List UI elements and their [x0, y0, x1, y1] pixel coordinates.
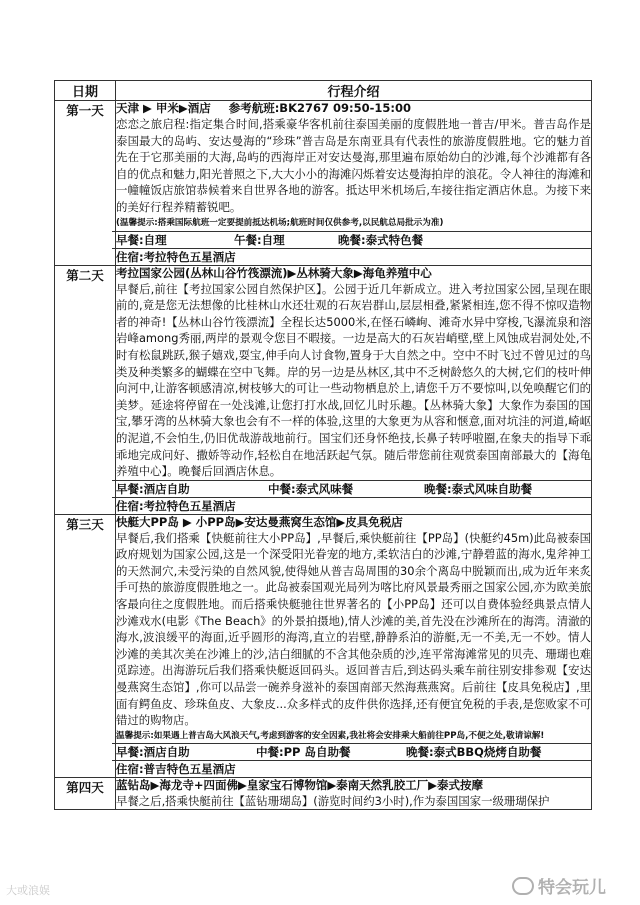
- day-description: 恋恋之旅启程:指定集合时间,搭乘豪华客机前往泰国美丽的度假胜地一普吉/甲米。普吉岛作是泰国最大的岛屿、安达曼海的“珍珠”普吉岛是东南亚具有代表性的旅游度假胜地。它的魅力首先在于它那美丽的大海,岛屿的西海岸正对安达曼海,那里遍布原始幼白的沙滩,每个沙滩都有各自的优点和魅力,阳光普照之下,大大小小的海滩闪烁着安达曼海拍岸的浪花。令人神往的海滩和一幢幢饭店旅馆恭候着来自世界各地的游客。抵达甲米机场后,车接往指定酒店休息。为接下来的美好行程养精蓄锐吧。: [116, 117, 591, 214]
- day-label: 第三天: [55, 514, 116, 777]
- meals-line: [112, 480, 592, 497]
- lunch: 中餐:PP 岛自助餐: [256, 744, 351, 759]
- day-row: [55, 777, 592, 810]
- accommodation: 住宿:普吉特色五星酒店: [112, 760, 592, 777]
- day-row: [55, 265, 592, 514]
- day-label: 第二天: [55, 265, 116, 514]
- breakfast: 早餐:酒店自助: [116, 481, 190, 496]
- day-content: [116, 265, 592, 514]
- day-description: 早餐后,我们搭乘【快艇前往大小PP岛】,早餐后,乘快艇前往【PP岛】(快艇约45m)此岛被泰国政府规划为国家公园,这是一个深受阳光眷宠的地方,柔软洁白的沙滩,宁静碧蓝的海水,鬼斧神工的天然洞穴,未受污染的自然风貌,使得她从普吉岛周围的30余个离岛中脱颖而出,成为近年来炙手可热的旅游度假胜地之一。此岛被泰国观光局列为喀比府风景最秀丽之国家公园,亦为欧美旅客最向往之度假胜地。而后搭乘快艇驰往世界著名的【小PP岛】还可以自费体验经典景点情人沙滩戏水(电影《The Beach》的外景拍摄地),情人沙滩的美,首先没在沙滩所在的海湾。清澈的海水,波浪缓平的海面,近乎圆形的海湾,直立的岩壁,静静系泊的游艇,无一不美,无一不妙。情人沙滩的美其次美在沙滩上的沙,洁白细腻的不含其他杂质的沙,连平常海滩常见的贝壳、珊瑚也难觅踪迹。出海游玩后我们搭乘快艇返回码头。返回普吉后,到达码头乘车前往别安排参观【安达曼燕窝生态馆】,你可以品尝一碗养身滋补的泰国南部天然海燕燕窝。后前往【皮具免税店】,里面有鳄鱼皮、珍珠鱼皮、大象皮...众多样式的皮件供你选择,还有便宜免税的手表,是您败家不可错过的购物店。: [116, 530, 591, 728]
- itinerary-table: [54, 80, 592, 810]
- header-plan: 行程介绍: [116, 81, 592, 101]
- table-header-row: [55, 81, 592, 101]
- day-row: [55, 514, 592, 777]
- breakfast: 早餐:自理: [116, 232, 167, 247]
- day-label: 第一天: [55, 101, 116, 266]
- breakfast: 早餐:酒店自助: [116, 744, 190, 759]
- dinner: 晚餐:泰式风味自助餐: [424, 481, 533, 496]
- meals-line: [112, 743, 592, 760]
- route-line: 蓝钻岛▶海龙寺+四面佛▶皇家宝石博物馆▶泰南天然乳胶工厂▶泰式按摩: [116, 777, 484, 792]
- itinerary-page: [54, 80, 592, 890]
- dinner: 晚餐:泰式特色餐: [338, 232, 424, 247]
- day-content: [116, 101, 592, 266]
- day-description: 早餐后,前往【考拉国家公园自然保护区】。公园于近几年新成立。进入考拉国家公园,呈现在眼前的,竟是您无法想像的比桂林山水还壮观的石灰岩群山,层层相叠,紧紧相连,您不得不惊叹造物者的神奇!【丛林山谷竹筏漂流】全程长达5000米,在怪石嶙峋、滩奇水异中穿梭,飞瀑流泉和溶岩峰among秀丽,两岸的景观令您目不暇接。一边是高大的石灰岩峭壁,壁上风蚀成岩洞处处,不时有松鼠跳跃,猴子嬉戏,耍宝,伸手向人讨食物,置身于大自然之中。空中不时飞过不曾见过的鸟类及种类繁多的蝴蝶在空中飞舞。岸的另一边是丛林区,其中不乏树龄悠久的大树,它们的枝叶伸向河中,让游客顿感清凉,树枝够大的可让一些动物栖息於上,请您千万不要惊叫,以免唤醒它们的美梦。延途将停留在一处浅滩,让您打打水战,回忆儿时乐趣。【丛林骑大象】大象作为泰国的国宝,攀牙湾的丛林骑大象也会有不一样的体验,这里的大象更为从容和惬意,面对坑洼的河道,崎岖的泥道,不会怕生,仍旧优哉游哉地前行。国宝们还身怀绝技,长鼻子转呼啦圈,在象夫的指导下乖乖地完成问好、撒娇等动作,轻松自在地活跃起气氛。随后带您前往观赏泰国南部最大的【海龟养殖中心】。晚餐后回酒店休息。: [116, 281, 591, 479]
- day-row: [55, 101, 592, 266]
- tip-note: (温馨提示:搭乘国际航班一定要提前抵达机场;航班时间仅供参考,以民航总局批示为准): [116, 217, 444, 228]
- accommodation: 住宿:考拉特色五星酒店: [112, 497, 592, 514]
- watermark-right-text: 特会玩儿: [538, 878, 606, 898]
- day-description: 早餐之后,搭乘快艇前往【蓝钻珊瑚岛】(游览时间约3小时),作为泰国国家一级珊瑚保护: [116, 793, 550, 808]
- watermark-right: [512, 873, 606, 898]
- tip-note: 温馨提示:如果遇上普吉岛大风浪天气,考虑到游客的安全因素,我社将会安排乘大船前往PP岛,不便之处,敬请谅解!: [116, 730, 545, 741]
- header-date: 日期: [55, 81, 116, 101]
- route-line: 快艇大PP岛 ▶ 小PP岛▶安达曼燕窝生态馆▶皮具免税店: [116, 514, 403, 529]
- day-content: [116, 777, 592, 810]
- watermark-left: 大或浪娱: [6, 884, 50, 897]
- lunch: 中餐:泰式风味餐: [268, 481, 354, 496]
- day-content: [116, 514, 592, 777]
- flight-info: 参考航班:BK2767 09:50-15:00: [228, 101, 411, 115]
- dinner: 晚餐:泰式BBQ烧烤自助餐: [406, 744, 542, 759]
- wechat-icon: [512, 877, 534, 895]
- lunch: 午餐:自理: [234, 232, 285, 247]
- route-text: 天津 ▶ 甲米▶酒店: [116, 101, 211, 115]
- route-line: [116, 101, 591, 116]
- day-label: 第四天: [55, 777, 116, 810]
- meals-line: [112, 231, 592, 248]
- accommodation: 住宿:考拉特色五星酒店: [112, 248, 592, 265]
- route-line: 考拉国家公园(丛林山谷竹筏漂流)▶丛林骑大象▶海龟养殖中心: [116, 265, 432, 280]
